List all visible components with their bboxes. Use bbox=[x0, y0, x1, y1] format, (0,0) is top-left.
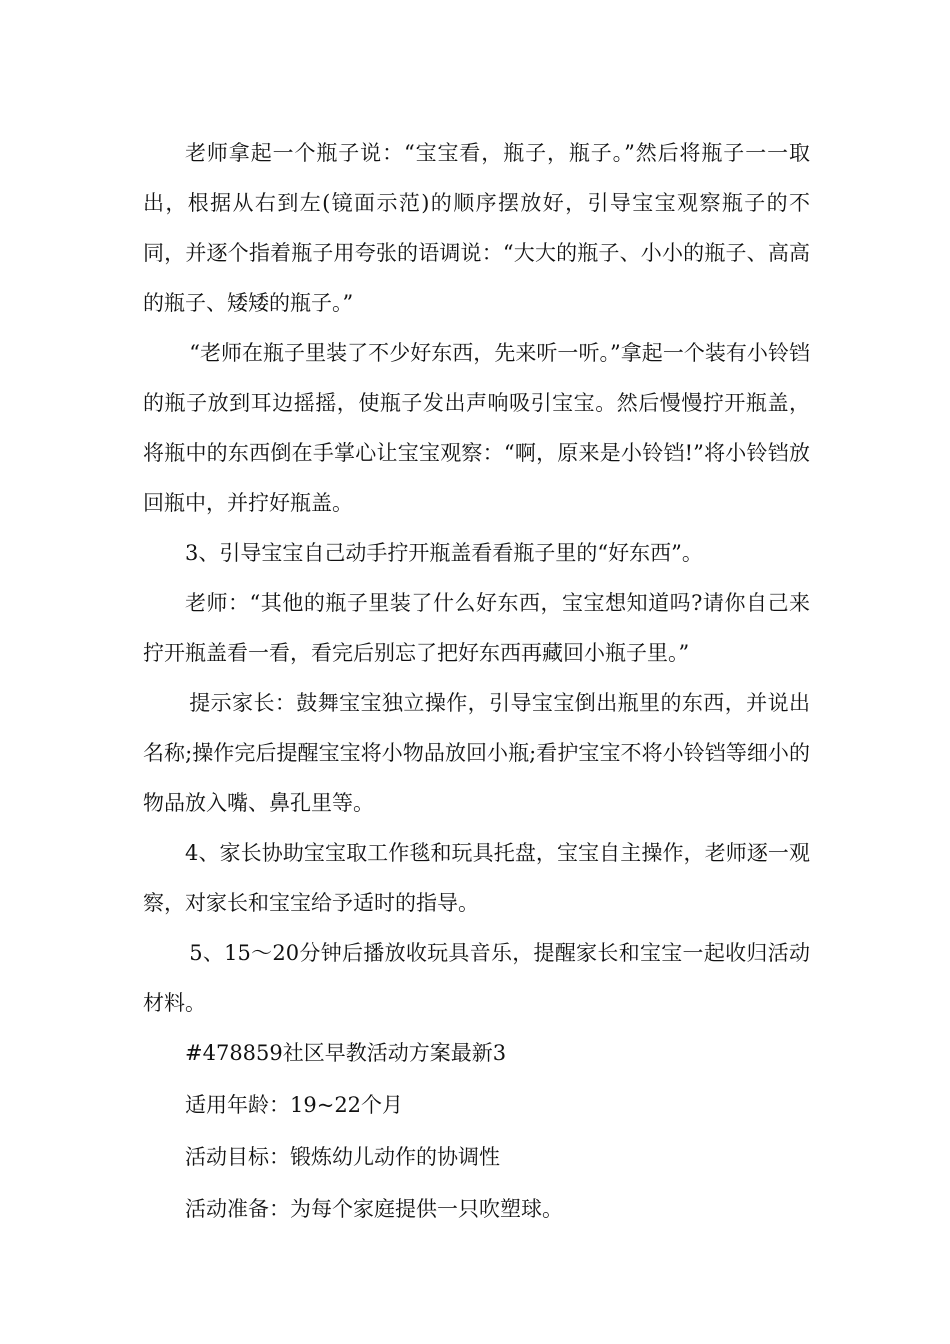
paragraph-step-3: 3、引导宝宝自己动手拧开瓶盖看看瓶子里的“好东西”。 bbox=[185, 541, 703, 565]
document-body bbox=[143, 128, 810, 1236]
paragraph-bell-demo: “老师在瓶子里装了不少好东西，先来听一听。”拿起一个装有小铃铛的瓶子放到耳边摇摇，使瓶子发出声响吸引宝宝。然后慢慢拧开瓶盖，将瓶中的东西倒在手掌心让宝宝观察：“啊，原来是小铃铛!”将小铃铛放回瓶中，并拧好瓶盖。 bbox=[143, 341, 810, 515]
paragraph-teacher-prompt: 老师：“其他的瓶子里装了什么好东西，宝宝想知道吗?请你自己来拧开瓶盖看一看，看完后别忘了把好东西再藏回小瓶子里。” bbox=[143, 591, 810, 665]
section-heading: #478859社区早教活动方案最新3 bbox=[185, 1041, 507, 1065]
paragraph-parent-tips: 提示家长：鼓舞宝宝独立操作，引导宝宝倒出瓶里的东西，并说出名称;操作完后提醒宝宝将小物品放回小瓶;看护宝宝不将小铃铛等细小的物品放入嘴、鼻孔里等。 bbox=[143, 691, 810, 815]
applicable-age: 适用年龄：19~22个月 bbox=[185, 1093, 404, 1117]
activity-preparation: 活动准备：为每个家庭提供一只吹塑球。 bbox=[185, 1197, 563, 1221]
paragraph-bottles-intro: 老师拿起一个瓶子说：“宝宝看，瓶子，瓶子。”然后将瓶子一一取出，根据从右到左(镜面示范)的顺序摆放好，引导宝宝观察瓶子的不同，并逐个指着瓶子用夸张的语调说：“大大的瓶子、小小的瓶子、高高的瓶子、矮矮的瓶子。” bbox=[143, 141, 810, 315]
paragraph-step-4: 4、家长协助宝宝取工作毯和玩具托盘，宝宝自主操作，老师逐一观察，对家长和宝宝给予适时的指导。 bbox=[143, 841, 810, 915]
activity-goal: 活动目标：锻炼幼儿动作的协调性 bbox=[185, 1145, 500, 1169]
paragraph-step-5: 5、15～20分钟后播放收玩具音乐，提醒家长和宝宝一起收归活动材料。 bbox=[143, 941, 810, 1015]
